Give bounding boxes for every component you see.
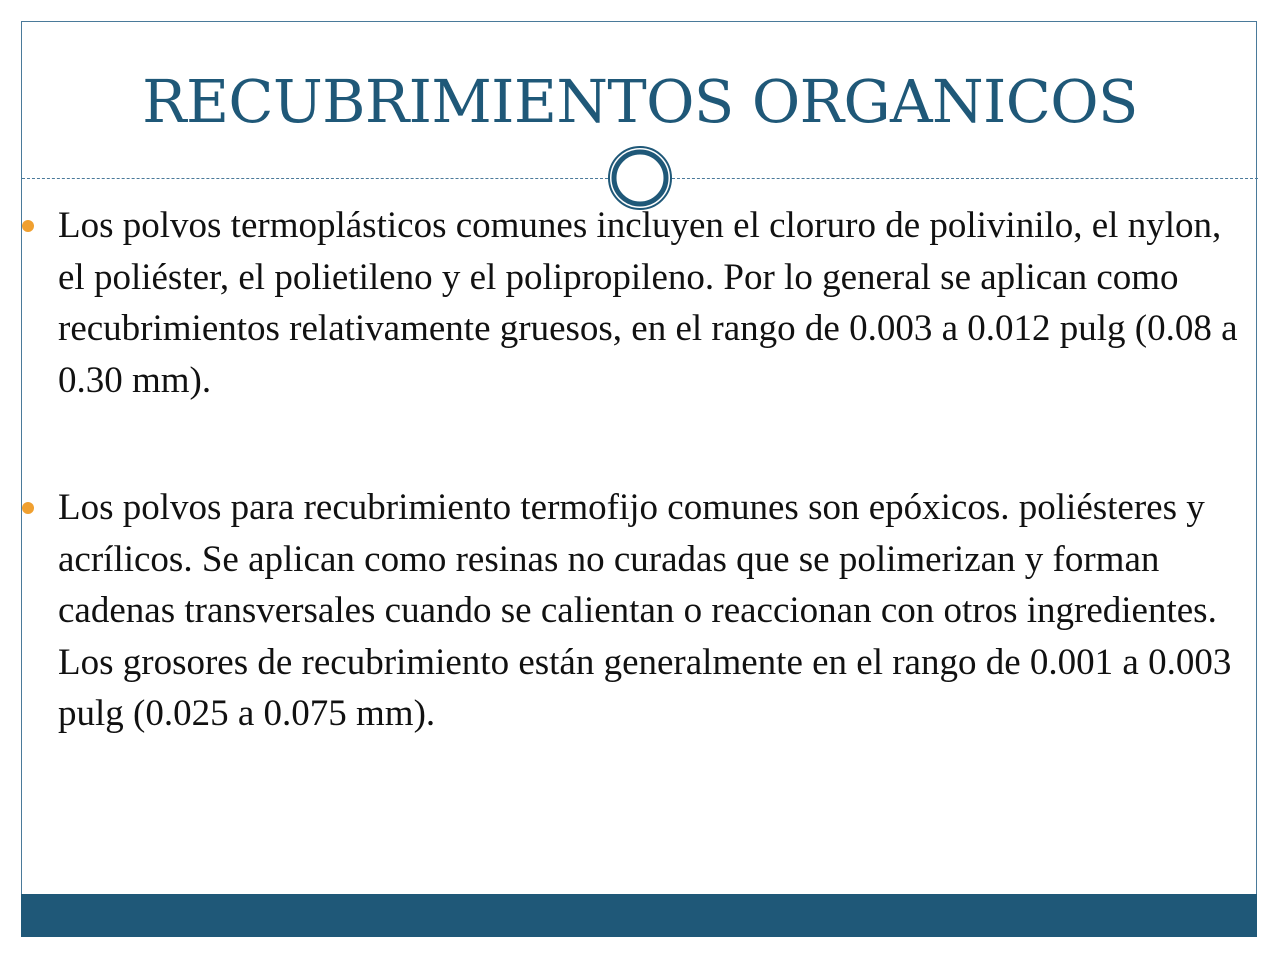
bullet-text: Los polvos termoplásticos comunes incluyen el cloruro de polivinilo, el nylon, el poliéster, el polietileno y el polipropileno. Por lo general se aplican como recubrimientos relativamente gruesos, en el rango de 0.003 a 0.012 pulg (0.08 a 0.30 mm). xyxy=(58,205,1238,401)
bullet-list xyxy=(20,200,1245,740)
footer-bar xyxy=(21,894,1257,937)
orange-dot-icon xyxy=(22,220,34,232)
bullet-item xyxy=(20,482,1245,740)
bullet-item xyxy=(20,200,1245,406)
title-divider-left xyxy=(22,178,608,179)
title-divider-right xyxy=(672,178,1258,179)
slide-title: RECUBRIMIENTOS ORGANICOS xyxy=(142,67,1138,136)
bullet-text: Los polvos para recubrimiento termofijo comunes son epóxicos. poliésteres y acrílicos. Se aplican como resinas no curadas que se polimerizan y forman cadenas transversales cuando se calientan o reaccionan con otros ingredientes. Los grosores de recubrimiento están generalmente en el rango de 0.001 a 0.003 pulg (0.025 a 0.075 mm). xyxy=(58,487,1232,734)
orange-dot-icon xyxy=(22,502,34,514)
